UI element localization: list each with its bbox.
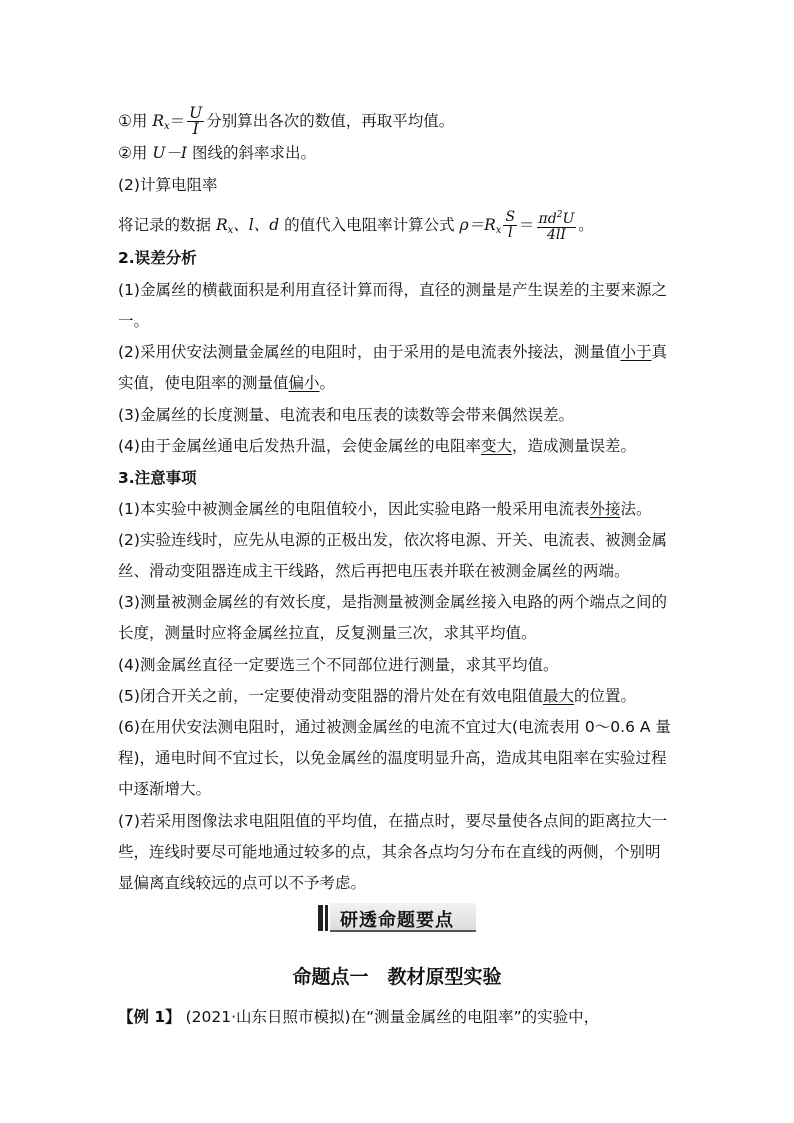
formula-line-1 <box>118 106 680 137</box>
paragraph <box>118 499 680 519</box>
expression: U－I <box>152 144 188 162</box>
underlined-text: 外接 <box>589 500 621 518</box>
text: 实值，使电阻率的测量值 <box>118 374 289 392</box>
text: 真 <box>651 343 667 361</box>
text: ②用 <box>118 144 153 162</box>
paragraph: 中逐渐增大。 <box>118 780 212 798</box>
paragraph: 一。 <box>118 312 150 330</box>
paragraph <box>118 436 680 456</box>
underlined-text: 最大 <box>542 687 574 705</box>
paragraph: (7)若采用图像法求电阻阻值的平均值，在描点时，要尽量使各点间的距离拉大一 <box>118 812 667 830</box>
text: 。 <box>578 216 594 234</box>
underlined-text: 偏小 <box>288 374 320 392</box>
text: 图线的斜率求出。 <box>187 144 316 162</box>
var-r: R <box>215 216 228 234</box>
text: (1)本实验中被测金属丝的电阻值较小，因此实验电路一般采用电流表 <box>118 500 590 518</box>
compute-title: (2)计算电阻率 <box>118 176 218 194</box>
section-heading: 命题点一 教材原型实验 <box>292 966 502 988</box>
example-text: (2021·山东日照市模拟)在“测量金属丝的电阻率”的实验中， <box>180 1008 600 1026</box>
formula-line-3 <box>118 208 680 243</box>
fraction-s-over-l <box>503 210 517 241</box>
text: 。 <box>319 374 336 392</box>
paragraph <box>118 686 680 706</box>
text: (4)由于金属丝通电后发热升温，会使金属丝的电阻率 <box>118 437 481 455</box>
paragraph: 长度，测量时应将金属丝拉直，反复测量三次，求其平均值。 <box>118 624 537 642</box>
banner-title: 研透命题要点 <box>340 910 454 931</box>
section-title-notes: 3.注意事项 <box>118 469 197 487</box>
numerator: S <box>505 209 516 225</box>
superscript: 2 <box>556 210 563 220</box>
paragraph: (6)在用伏安法测电阻时，通过被测金属丝的电流不宜过大(电流表用 0～0.6 A 量 <box>118 718 671 736</box>
rho-expression: ρ＝R <box>459 216 496 234</box>
section-title-error-analysis: 2.误差分析 <box>118 249 197 267</box>
text: 的值代入电阻率计算公式 <box>279 216 460 234</box>
paragraph <box>118 373 680 393</box>
text: ，造成测量误差。 <box>511 437 636 455</box>
paragraph <box>118 342 680 362</box>
example-line <box>118 1007 680 1027</box>
underlined-text: 小于 <box>620 343 652 361</box>
text: 分别算出各次的数值，再取平均值。 <box>206 112 455 130</box>
text: (2)采用伏安法测量金属丝的电阻时，由于采用的是电流表外接法，测量值 <box>118 343 621 361</box>
banner-bar <box>325 905 328 931</box>
subscript: x <box>495 225 502 236</box>
paragraph: 程)，通电时间不宜过长，以免金属丝的温度明显升高，造成其电阻率在实验过程 <box>118 749 667 767</box>
text: (5)闭合开关之前，一定要使滑动变阻器的滑片处在有效电阻值 <box>118 687 543 705</box>
text: 将记录的数据 <box>118 216 216 234</box>
fraction-u-over-i <box>187 106 204 137</box>
paragraph: 显偏离直线较远的点可以不予考虑。 <box>118 874 367 892</box>
paragraph: (3)金属丝的长度测量、电流表和电压表的读数等会带来偶然误差。 <box>118 406 574 424</box>
paragraph: (1)金属丝的横截面积是利用直径计算而得，直径的测量是产生误差的主要来源之 <box>118 281 667 299</box>
fraction-resistivity <box>537 208 577 243</box>
text: 的位置。 <box>573 687 636 705</box>
paragraph: 些，连线时要尽可能地通过较多的点，其余各点均匀分布在直线的两侧，个别明 <box>118 843 661 861</box>
paragraph: (2)实验连线时，应先从电源的正极出发，依次将电源、开关、电流表、被测金属 <box>118 531 667 549</box>
numerator <box>537 208 577 228</box>
num-part: πd <box>538 211 557 227</box>
text: ①用 <box>118 112 153 130</box>
vars: 、l、d <box>233 216 280 234</box>
underlined-text: 变大 <box>480 437 512 455</box>
paragraph: (3)测量被测金属丝的有效长度，是指测量被测金属丝接入电路的两个端点之间的 <box>118 593 667 611</box>
denominator: 4lI <box>546 227 566 243</box>
banner-bar <box>318 905 323 931</box>
formula-line-2 <box>118 143 680 163</box>
paragraph: 丝、滑动变阻器连成主干线路，然后再把电压表并联在被测金属丝的两端。 <box>118 562 630 580</box>
example-label: 【例 1】 <box>118 1008 181 1026</box>
var-r: R <box>152 112 164 130</box>
numerator: U <box>189 104 203 122</box>
paragraph: (4)测金属丝直径一定要选三个不同部位进行测量，求其平均值。 <box>118 656 559 674</box>
denominator: I <box>192 120 199 138</box>
subscript: x <box>164 121 170 132</box>
equals: ＝ <box>169 112 186 130</box>
subscript: x <box>227 225 234 236</box>
section-banner <box>318 903 476 933</box>
equals: ＝ <box>519 216 535 234</box>
num-part: U <box>562 211 575 227</box>
text: 法。 <box>620 500 652 518</box>
denominator: l <box>507 225 513 241</box>
